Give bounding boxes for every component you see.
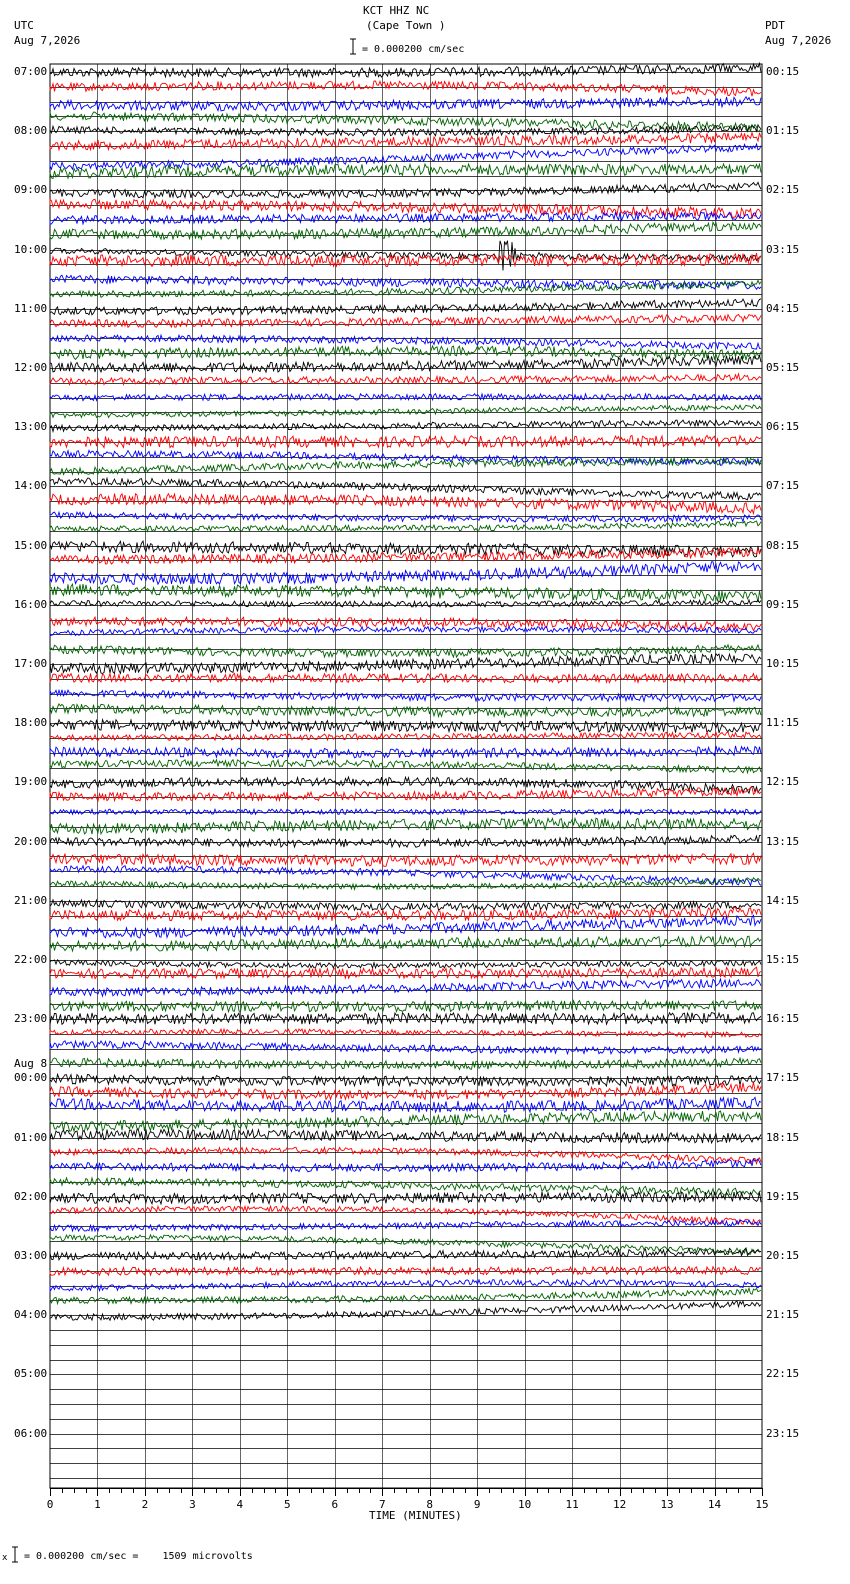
trace-row-24	[50, 420, 761, 431]
x-tick-label: 6	[331, 1498, 339, 1511]
trace-row-14	[50, 275, 761, 289]
trace-row-59	[50, 936, 761, 951]
utc-hour-label: 14:00	[14, 479, 48, 493]
x-tick-label: 7	[378, 1498, 386, 1511]
x-tick-label: 15	[755, 1498, 769, 1511]
pdt-hour-label: 11:15	[766, 716, 800, 730]
utc-hour-label: 00:00	[14, 1071, 48, 1085]
scale-label: = 0.000200 cm/sec	[362, 44, 465, 55]
pdt-hour-label: 09:15	[766, 597, 800, 611]
pdt-hour-label: 03:15	[766, 242, 800, 256]
trace-row-63	[50, 1000, 761, 1011]
trace-row-70	[50, 1097, 761, 1112]
trace-row-68	[50, 1074, 761, 1086]
plot-frame	[50, 64, 762, 1488]
pdt-hour-label: 22:15	[766, 1367, 800, 1381]
trace-row-62	[50, 979, 761, 996]
trace-row-52	[50, 835, 761, 847]
trace-row-58	[50, 915, 761, 938]
utc-hour-label: 19:00	[14, 775, 48, 789]
trace-row-82	[50, 1280, 761, 1292]
pdt-hour-label: 14:15	[766, 893, 800, 907]
x-tick-label: 4	[236, 1498, 244, 1511]
trace-row-50	[50, 809, 761, 814]
trace-row-28	[50, 478, 761, 500]
trace-row-42	[50, 690, 761, 702]
trace-row-79	[50, 1235, 761, 1254]
x-tick-label: 12	[612, 1498, 627, 1511]
trace-row-64	[50, 1013, 761, 1025]
utc-hour-label: 01:00	[14, 1130, 48, 1144]
right-timezone: PDT	[765, 19, 785, 32]
pdt-hour-label: 05:15	[766, 361, 800, 374]
trace-row-0	[50, 63, 761, 77]
utc-hour-label: 08:00	[14, 124, 48, 138]
trace-row-48	[50, 777, 761, 793]
trace-row-17	[50, 315, 761, 328]
trace-row-81	[50, 1267, 761, 1276]
trace-row-80	[50, 1248, 761, 1260]
trace-row-84	[50, 1301, 761, 1320]
trace-row-11	[50, 222, 761, 239]
right-date: Aug 7,2026	[765, 34, 832, 47]
trace-row-44	[50, 720, 761, 733]
pdt-hour-label: 02:15	[766, 183, 800, 197]
left-timezone: UTC	[14, 19, 34, 32]
trace-row-22	[50, 394, 761, 401]
trace-row-18	[50, 335, 761, 349]
trace-row-78	[50, 1220, 761, 1231]
utc-hour-label: 04:00	[14, 1308, 48, 1322]
trace-row-46	[50, 746, 761, 758]
utc-hour-label: 05:00	[14, 1367, 48, 1381]
trace-row-5	[50, 133, 761, 150]
trace-row-75	[50, 1178, 761, 1195]
utc-hour-label: 17:00	[14, 657, 48, 670]
utc-hour-label: 11:00	[14, 301, 48, 315]
trace-row-51	[50, 818, 761, 834]
trace-row-83	[50, 1288, 761, 1303]
trace-row-61	[50, 967, 761, 978]
x-tick-label: 3	[189, 1498, 196, 1511]
trace-row-40	[50, 654, 761, 674]
utc-hour-label: 15:00	[14, 538, 48, 552]
trace-row-72	[50, 1129, 761, 1143]
x-tick-label: 8	[426, 1498, 434, 1511]
trace-row-47	[50, 760, 761, 773]
footer-scale-bar-icon	[2, 1545, 22, 1565]
trace-row-74	[50, 1159, 761, 1172]
pdt-hour-label: 08:15	[766, 538, 800, 552]
utc-hour-label: 10:00	[14, 242, 48, 256]
x-axis-label: TIME (MINUTES)	[369, 1509, 462, 1522]
pdt-hour-label: 19:15	[766, 1189, 800, 1203]
utc-hour-label: 20:00	[14, 834, 48, 848]
trace-row-71	[50, 1111, 761, 1131]
trace-row-31	[50, 521, 761, 531]
pdt-hour-label: 00:15	[766, 65, 800, 78]
trace-row-4	[50, 125, 761, 136]
pdt-hour-label: 07:15	[766, 479, 800, 493]
footer-scale-note: = 0.000200 cm/sec = 1509 microvolts	[24, 1551, 253, 1562]
utc-hour-label: 09:00	[14, 183, 48, 197]
x-tick-label: 9	[473, 1498, 481, 1511]
pdt-hour-label: 16:15	[766, 1012, 800, 1026]
trace-row-77	[50, 1206, 761, 1225]
trace-row-26	[50, 450, 761, 465]
utc-hour-label: 13:00	[14, 420, 48, 434]
x-tick-label: 14	[707, 1498, 722, 1511]
trace-row-35	[50, 584, 761, 602]
trace-row-34	[50, 562, 761, 585]
pdt-hour-label: 06:15	[766, 420, 800, 434]
pdt-hour-label: 18:15	[766, 1130, 800, 1144]
grid	[50, 64, 762, 1488]
trace-row-73	[50, 1147, 761, 1163]
trace-row-3	[50, 112, 761, 132]
utc-hour-label: 16:00	[14, 597, 48, 611]
trace-row-65	[50, 1029, 761, 1037]
trace-row-1	[50, 81, 761, 96]
trace-row-20	[50, 356, 761, 373]
trace-row-16	[50, 299, 761, 315]
trace-row-41	[50, 673, 761, 682]
trace-row-10	[50, 212, 761, 224]
trace-row-45	[50, 732, 761, 741]
utc-hour-label: 21:00	[14, 893, 48, 907]
trace-row-39	[50, 645, 761, 657]
trace-row-69	[50, 1082, 761, 1099]
x-tick-label: 1	[94, 1498, 101, 1511]
trace-row-67	[50, 1058, 761, 1070]
trace-row-29	[50, 494, 761, 514]
pdt-hour-label: 21:15	[766, 1308, 800, 1322]
svg-text:x: x	[2, 1553, 8, 1563]
utc-hour-label: 23:00	[14, 1012, 48, 1026]
pdt-hour-label: 20:15	[766, 1249, 800, 1262]
station-location: (Cape Town )	[366, 19, 446, 32]
time-axis	[47, 1488, 769, 1511]
x-tick-label: 10	[518, 1498, 532, 1511]
trace-row-43	[50, 704, 761, 717]
pdt-hour-label: 10:15	[766, 657, 800, 670]
x-tick-label: 5	[284, 1498, 291, 1511]
utc-hour-label: 02:00	[14, 1189, 48, 1203]
pdt-hour-label: 04:15	[766, 301, 800, 315]
pdt-hour-label: 01:15	[766, 124, 800, 138]
pdt-hour-label: 13:15	[766, 834, 800, 848]
x-tick-label: 0	[46, 1498, 54, 1511]
trace-row-33	[50, 548, 761, 564]
pdt-hour-label: 12:15	[766, 775, 800, 789]
trace-row-30	[50, 512, 761, 522]
trace-row-53	[50, 853, 761, 866]
utc-hour-label: 03:00	[14, 1249, 48, 1262]
trace-row-57	[50, 907, 761, 921]
trace-row-27	[50, 458, 761, 474]
pdt-hour-label: 23:15	[766, 1426, 800, 1440]
trace-row-49	[50, 787, 761, 801]
trace-row-6	[50, 144, 761, 169]
trace-row-23	[50, 405, 761, 418]
utc-hour-label: 06:00	[14, 1426, 48, 1440]
trace-row-19	[50, 346, 761, 360]
trace-group	[50, 63, 761, 1320]
x-tick-label: 2	[141, 1498, 149, 1511]
x-tick-label: 11	[565, 1498, 579, 1511]
utc-hour-label: 07:00	[14, 65, 48, 78]
utc-hour-label: 18:00	[14, 716, 48, 730]
x-tick-label: 13	[660, 1498, 674, 1511]
scale-bar-icon	[348, 38, 358, 56]
station-title: KCT HHZ NC	[363, 4, 430, 17]
trace-row-25	[50, 435, 761, 447]
left-date: Aug 7,2026	[14, 34, 81, 47]
utc-hour-label: 22:00	[14, 953, 48, 966]
pdt-hour-label: 15:15	[766, 953, 800, 966]
trace-row-9	[50, 199, 761, 218]
trace-row-60	[50, 960, 761, 968]
trace-row-21	[50, 374, 761, 385]
trace-row-66	[50, 1041, 761, 1054]
pdt-hour-label: 17:15	[766, 1071, 800, 1085]
utc-hour-label: 12:00	[14, 361, 48, 374]
trace-row-2	[50, 97, 761, 111]
date-change-label: Aug 8	[14, 1057, 48, 1071]
